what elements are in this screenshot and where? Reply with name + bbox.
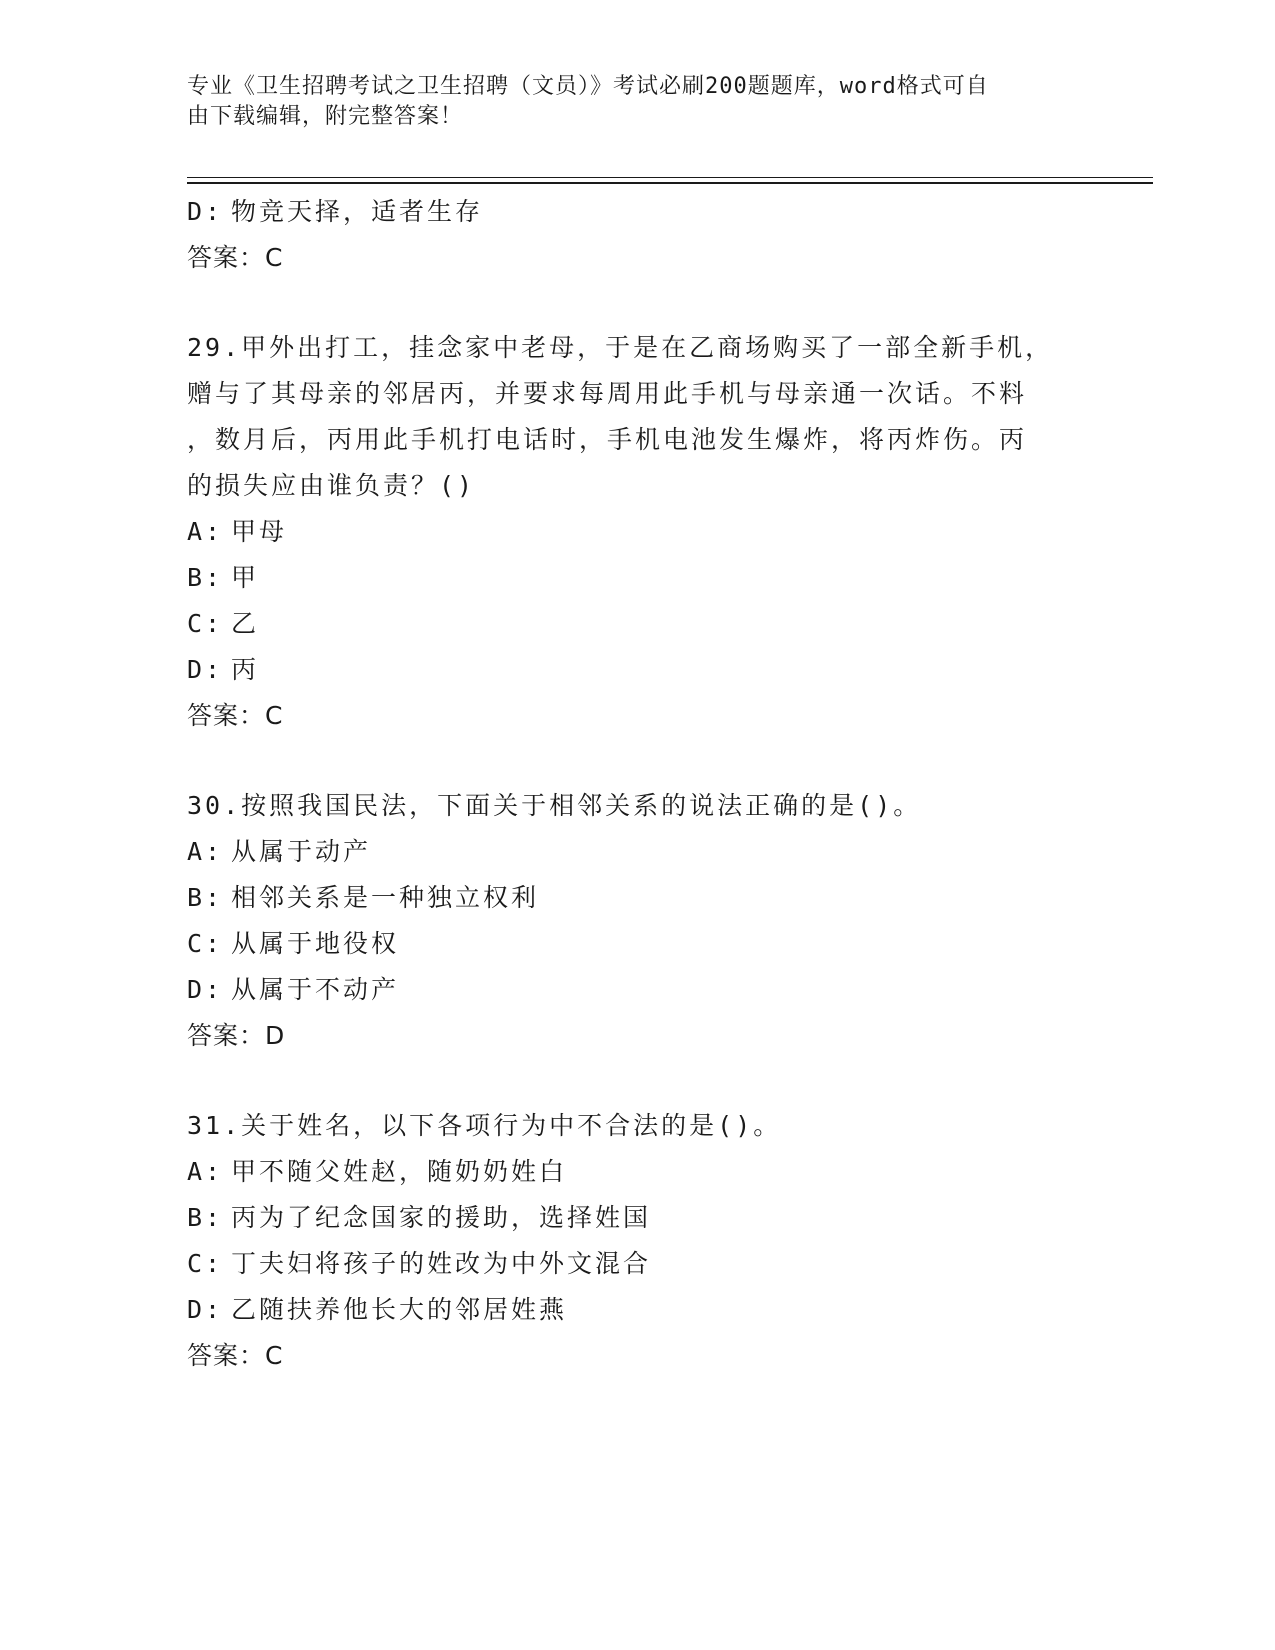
option-label: A: [187, 837, 224, 866]
document-header [187, 72, 1067, 132]
q29-stem-line: 29.甲外出打工，挂念家中老母，于是在乙商场购买了一部全新手机， [187, 333, 1054, 362]
option-text: 甲 [231, 563, 260, 592]
option-label: D: [187, 655, 224, 684]
q29-option-d [187, 647, 1067, 693]
option-text: 甲不随父姓赵，随奶奶姓白 [231, 1157, 568, 1186]
option-label: B: [187, 883, 224, 912]
q31-option-b [187, 1195, 1067, 1241]
q30-option-b [187, 875, 1067, 921]
option-text: 丁夫妇将孩子的姓改为中外文混合 [231, 1249, 652, 1278]
option-label: B: [187, 1203, 224, 1232]
q30-stem: 30.按照我国民法，下面关于相邻关系的说法正确的是()。 [187, 791, 922, 820]
option-text: 物竞天择，适者生存 [231, 197, 484, 226]
option-text: 相邻关系是一种独立权利 [231, 883, 540, 912]
option-label: C: [187, 609, 224, 638]
q31-answer: 答案：C [187, 1341, 284, 1370]
prev-option-d [187, 189, 1067, 235]
q31-option-c [187, 1241, 1067, 1287]
q30-option-c [187, 921, 1067, 967]
q29-answer: 答案：C [187, 701, 284, 730]
q29-option-a [187, 509, 1067, 555]
q29-option-b [187, 555, 1067, 601]
option-label: D: [187, 1295, 224, 1324]
header-line-1: 专业《卫生招聘考试之卫生招聘（文员）》考试必刷200题题库，word格式可自 [187, 74, 989, 99]
option-text: 从属于动产 [231, 837, 372, 866]
q31-option-a [187, 1149, 1067, 1195]
header-line-2: 由下载编辑，附完整答案！ [187, 104, 464, 129]
q30-option-d [187, 967, 1067, 1013]
option-text: 丙为了纪念国家的援助，选择姓国 [231, 1203, 652, 1232]
header-rule-thin [187, 177, 1153, 178]
option-label: B: [187, 563, 224, 592]
option-text: 丙 [231, 655, 260, 684]
option-text: 从属于地役权 [231, 929, 400, 958]
q29-stem-line: 的损失应由谁负责？() [187, 471, 476, 500]
option-label: D: [187, 975, 224, 1004]
q30-option-a [187, 829, 1067, 875]
spacer [187, 739, 1067, 783]
document-body [187, 189, 1067, 1379]
q29-option-c [187, 601, 1067, 647]
q29-stem-line: ，数月后，丙用此手机打电话时，手机电池发生爆炸，将丙炸伤。丙 [187, 425, 1028, 454]
option-text: 乙 [231, 609, 260, 638]
q31-option-d [187, 1287, 1067, 1333]
option-label: A: [187, 1157, 224, 1186]
spacer [187, 1059, 1067, 1103]
option-label: C: [187, 1249, 224, 1278]
q30-answer: 答案：D [187, 1021, 286, 1050]
option-text: 从属于不动产 [231, 975, 400, 1004]
header-rule-thick [187, 182, 1153, 184]
option-text: 乙随扶养他长大的邻居姓燕 [231, 1295, 568, 1324]
option-label: D: [187, 197, 224, 226]
spacer [187, 281, 1067, 325]
option-text: 甲母 [231, 517, 288, 546]
option-label: A: [187, 517, 224, 546]
q29-stem-line: 赠与了其母亲的邻居丙，并要求每周用此手机与母亲通一次话。不料 [187, 379, 1028, 408]
prev-answer: 答案：C [187, 243, 284, 272]
q31-stem: 31.关于姓名，以下各项行为中不合法的是()。 [187, 1111, 782, 1140]
q29-stem [187, 325, 1067, 509]
option-label: C: [187, 929, 224, 958]
